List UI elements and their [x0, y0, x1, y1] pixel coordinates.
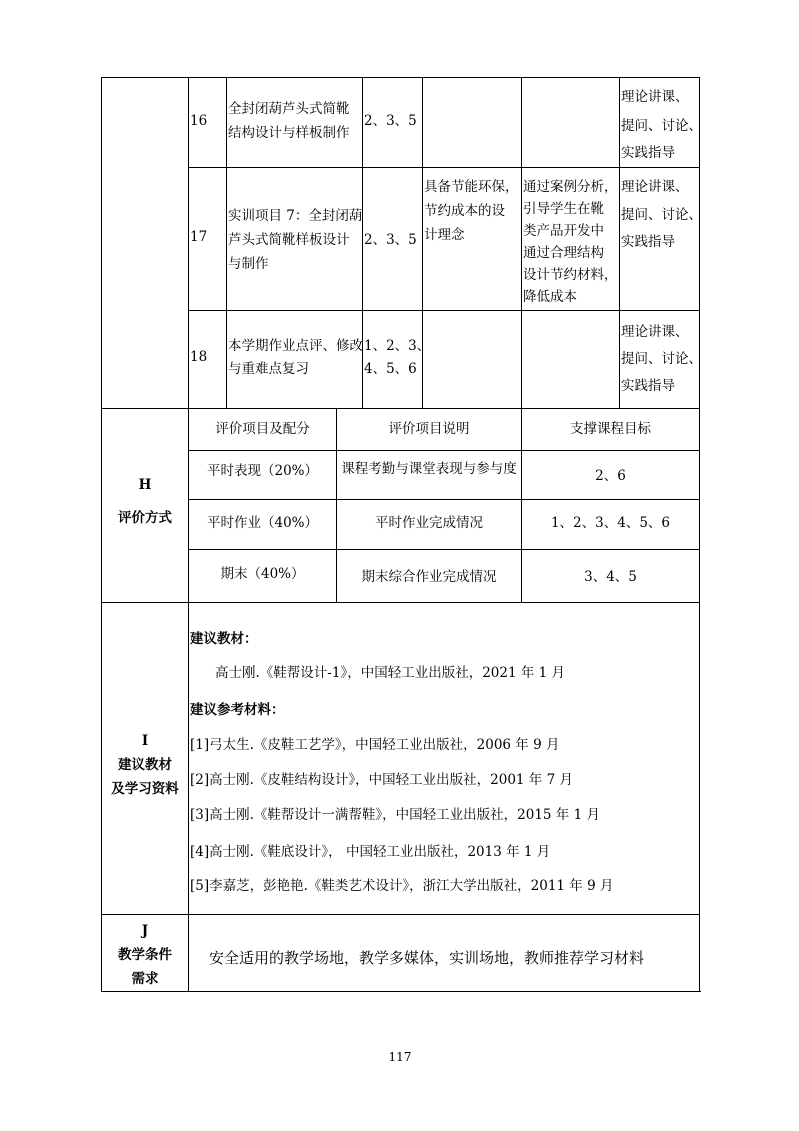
- reference-entry: [3]高士刚.《鞋帮设计一满帮鞋》，中国轻工业出版社，2015 年 1 月: [190, 807, 600, 823]
- course-goals: 2、3、5: [364, 113, 417, 129]
- eval-goals: 1、2、3、4、5、6: [550, 515, 671, 531]
- method-line: 降低成本: [523, 289, 577, 305]
- conditions-text: 安全适用的教学场地，教学多媒体，实训场地，教师推荐学习材料: [209, 949, 645, 967]
- eval-item: 期末（40%）: [220, 566, 305, 582]
- eval-goals: 3、4、5: [584, 569, 637, 585]
- eval-item: 平时作业（40%）: [206, 515, 318, 531]
- section-letter: J: [141, 923, 149, 939]
- week-number: 18: [190, 349, 208, 365]
- eval-desc: 课程考勤与课堂表现与参与度: [341, 461, 517, 477]
- teaching-method-line: 提问、讨论、: [621, 118, 702, 134]
- method-line: 类产品开发中: [523, 223, 604, 239]
- section-title: 需求: [131, 971, 159, 987]
- eval-header-item: 评价项目及配分: [215, 421, 310, 437]
- reference-entry: [5]李嘉芝，彭艳艳.《鞋类艺术设计》，浙江大学出版社，2011 年 9 月: [190, 878, 614, 894]
- method-line: 设计节约材料，: [523, 267, 618, 283]
- section-letter: I: [141, 733, 149, 749]
- eval-item: 平时表现（20%）: [206, 463, 318, 479]
- content-line: 结构设计与样板制作: [228, 125, 350, 141]
- teaching-method-line: 提问、讨论、: [621, 351, 702, 367]
- eval-header-goals: 支撑课程目标: [570, 421, 651, 437]
- method-line: 通过合理结构: [523, 245, 604, 261]
- content-line: 与制作: [228, 256, 269, 272]
- teaching-method-line: 理论讲课、: [621, 89, 689, 105]
- content-line: 全封闭葫芦头式简靴: [228, 101, 350, 117]
- textbook-entry: 高士刚.《鞋帮设计-1》，中国轻工业出版社，2021 年 1 月: [215, 665, 566, 681]
- course-goals: 1、2、3、: [364, 338, 431, 354]
- ideology-line: 具备节能环保，: [424, 179, 519, 195]
- teaching-method-line: 理论讲课、: [621, 324, 689, 340]
- section-title: 建议教材: [118, 757, 172, 773]
- ideology-line: 节约成本的设: [424, 203, 505, 219]
- method-line: 引导学生在靴: [523, 201, 604, 217]
- eval-header-desc: 评价项目说明: [388, 421, 470, 437]
- week-number: 17: [190, 229, 208, 245]
- ideology-line: 计理念: [424, 227, 465, 243]
- content-line: 本学期作业点评、修改: [228, 338, 363, 354]
- content-line: 与重难点复习: [228, 361, 309, 377]
- content-line: 芦头式简靴样板设计: [228, 232, 350, 248]
- teaching-method-line: 提问、讨论、: [621, 207, 702, 223]
- page-number: 117: [388, 1050, 412, 1064]
- section-title: 及学习资料: [111, 781, 179, 797]
- teaching-method-line: 实践指导: [621, 234, 675, 250]
- section-title: 评价方式: [118, 510, 172, 526]
- eval-desc: 期末综合作业完成情况: [361, 569, 497, 585]
- course-goals: 2、3、5: [364, 232, 417, 248]
- teaching-method-line: 实践指导: [621, 378, 675, 394]
- course-goals: 4、5、6: [364, 361, 417, 377]
- content-line: 实训项目 7：全封闭葫: [228, 208, 363, 224]
- teaching-method-line: 实践指导: [621, 145, 675, 161]
- method-line: 通过案例分析，: [523, 179, 618, 195]
- teaching-method-line: 理论讲课、: [621, 179, 689, 195]
- reference-entry: [4]高士刚.《鞋底设计》， 中国轻工业出版社，2013 年 1 月: [190, 844, 551, 860]
- references-heading: 建议参考材料：: [190, 702, 285, 718]
- textbook-heading: 建议教材：: [190, 631, 258, 647]
- reference-entry: [1]弓太生.《皮鞋工艺学》，中国轻工业出版社，2006 年 9 月: [190, 737, 560, 753]
- reference-entry: [2]高士刚.《皮鞋结构设计》，中国轻工业出版社，2001 年 7 月: [190, 772, 573, 788]
- eval-goals: 2、6: [595, 468, 626, 484]
- section-letter: H: [138, 477, 152, 493]
- eval-desc: 平时作业完成情况: [375, 515, 483, 531]
- week-number: 16: [190, 113, 208, 129]
- section-title: 教学条件: [118, 947, 172, 963]
